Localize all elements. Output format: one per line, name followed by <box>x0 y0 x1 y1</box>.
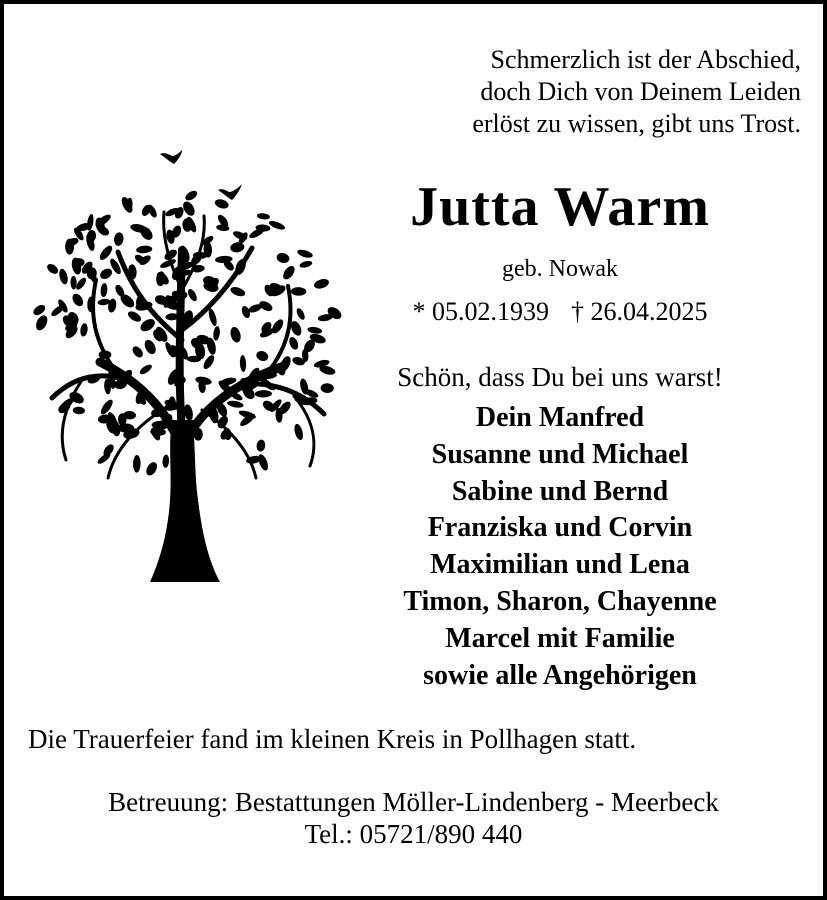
leaf-icon <box>287 336 300 351</box>
mourner-line: Marcel mit Familie <box>445 622 675 654</box>
leaf-icon <box>99 398 115 416</box>
motto: Schön, dass Du bei uns warst! <box>397 362 723 392</box>
death-date: † 26.04.2025 <box>571 297 708 326</box>
leaf-icon <box>255 349 270 362</box>
leaf-icon <box>113 232 124 247</box>
leaf-icon <box>207 308 218 327</box>
leaf-icon <box>313 277 330 290</box>
leaf-icon <box>275 251 290 264</box>
life-dates <box>360 296 760 328</box>
mourner-line: Timon, Sharon, Chayenne <box>403 585 717 617</box>
leaf-icon <box>229 241 245 253</box>
leaf-icon <box>320 383 334 393</box>
quote-line: doch Dich von Deinem Leiden <box>480 77 801 106</box>
mourners-list <box>340 400 780 694</box>
bird-icon <box>160 150 242 200</box>
leaf-icon <box>70 276 76 290</box>
leaf-icon <box>296 248 313 259</box>
funeral-home-phone: Tel.: 05721/890 440 <box>304 819 523 849</box>
leaf-icon <box>73 406 86 414</box>
leaf-icon <box>229 326 242 344</box>
leaf-icon <box>45 262 60 276</box>
leaf-icon <box>229 285 246 298</box>
leaf-icon <box>138 363 153 376</box>
mourner-line: Dein Manfred <box>475 402 645 433</box>
leaf-icon <box>256 439 266 452</box>
leaf-icon <box>227 400 244 409</box>
deceased-name: Jutta Warm <box>410 176 710 238</box>
leaf-icon <box>255 390 272 398</box>
leaf-icon <box>58 268 69 285</box>
leaf-icon <box>162 454 170 468</box>
leaf-icon <box>268 219 286 231</box>
leaf-icon <box>307 326 323 335</box>
leaf-icon <box>65 239 74 255</box>
mourner-line: Maximilian und Lena <box>430 549 690 581</box>
service-note: Die Trauerfeier fand im kleinen Kreis in Pollhagen statt. <box>28 724 637 754</box>
mourner-line: Franziska und Corvin <box>427 512 693 544</box>
quote-line: Schmerzlich ist der Abschied, <box>490 45 801 74</box>
leaf-icon <box>133 455 141 473</box>
leaf-icon <box>186 288 198 303</box>
funeral-home-line: Betreuung: Bestattungen Möller-Lindenberg - Meerbeck <box>108 787 719 817</box>
leaf-icon <box>295 307 306 321</box>
leaf-icon <box>80 323 89 337</box>
leaf-icon <box>214 198 230 211</box>
leaf-icon <box>126 309 143 324</box>
leaf-icon <box>256 453 269 472</box>
maiden-name: geb. Nowak <box>502 256 618 282</box>
leaf-icon <box>142 338 158 356</box>
leaf-icon <box>281 264 297 281</box>
leaf-icon <box>293 423 305 441</box>
leaf-icon <box>136 245 153 254</box>
leaf-icon <box>213 326 221 341</box>
leaf-icon <box>31 303 47 318</box>
quote-line: erlöst zu wissen, gibt uns Trost. <box>472 109 801 138</box>
leaf-icon <box>34 314 50 333</box>
leaf-icon <box>257 213 271 221</box>
mourner-line: Susanne und Michael <box>431 438 689 470</box>
leaf-icon <box>184 189 199 203</box>
leaf-icon <box>195 375 213 386</box>
leaf-icon <box>181 199 197 217</box>
leaf-icon <box>70 292 85 308</box>
leaf-icon <box>299 260 313 269</box>
mourner-line: sowie alle Angehörigen <box>423 659 697 691</box>
leaf-icon <box>100 283 108 298</box>
condolence-quote <box>381 44 801 140</box>
leaf-icon <box>130 344 145 359</box>
mourner-line: Sabine und Bernd <box>451 475 669 507</box>
birth-date: * 05.02.1939 <box>412 297 549 326</box>
leaf-icon <box>291 287 307 296</box>
tree-with-leaves-and-birds-icon <box>22 140 352 590</box>
leaf-icon <box>144 460 159 477</box>
leaf-icon <box>239 355 246 372</box>
leaf-icon <box>98 267 114 281</box>
funeral-home-info <box>0 786 827 850</box>
